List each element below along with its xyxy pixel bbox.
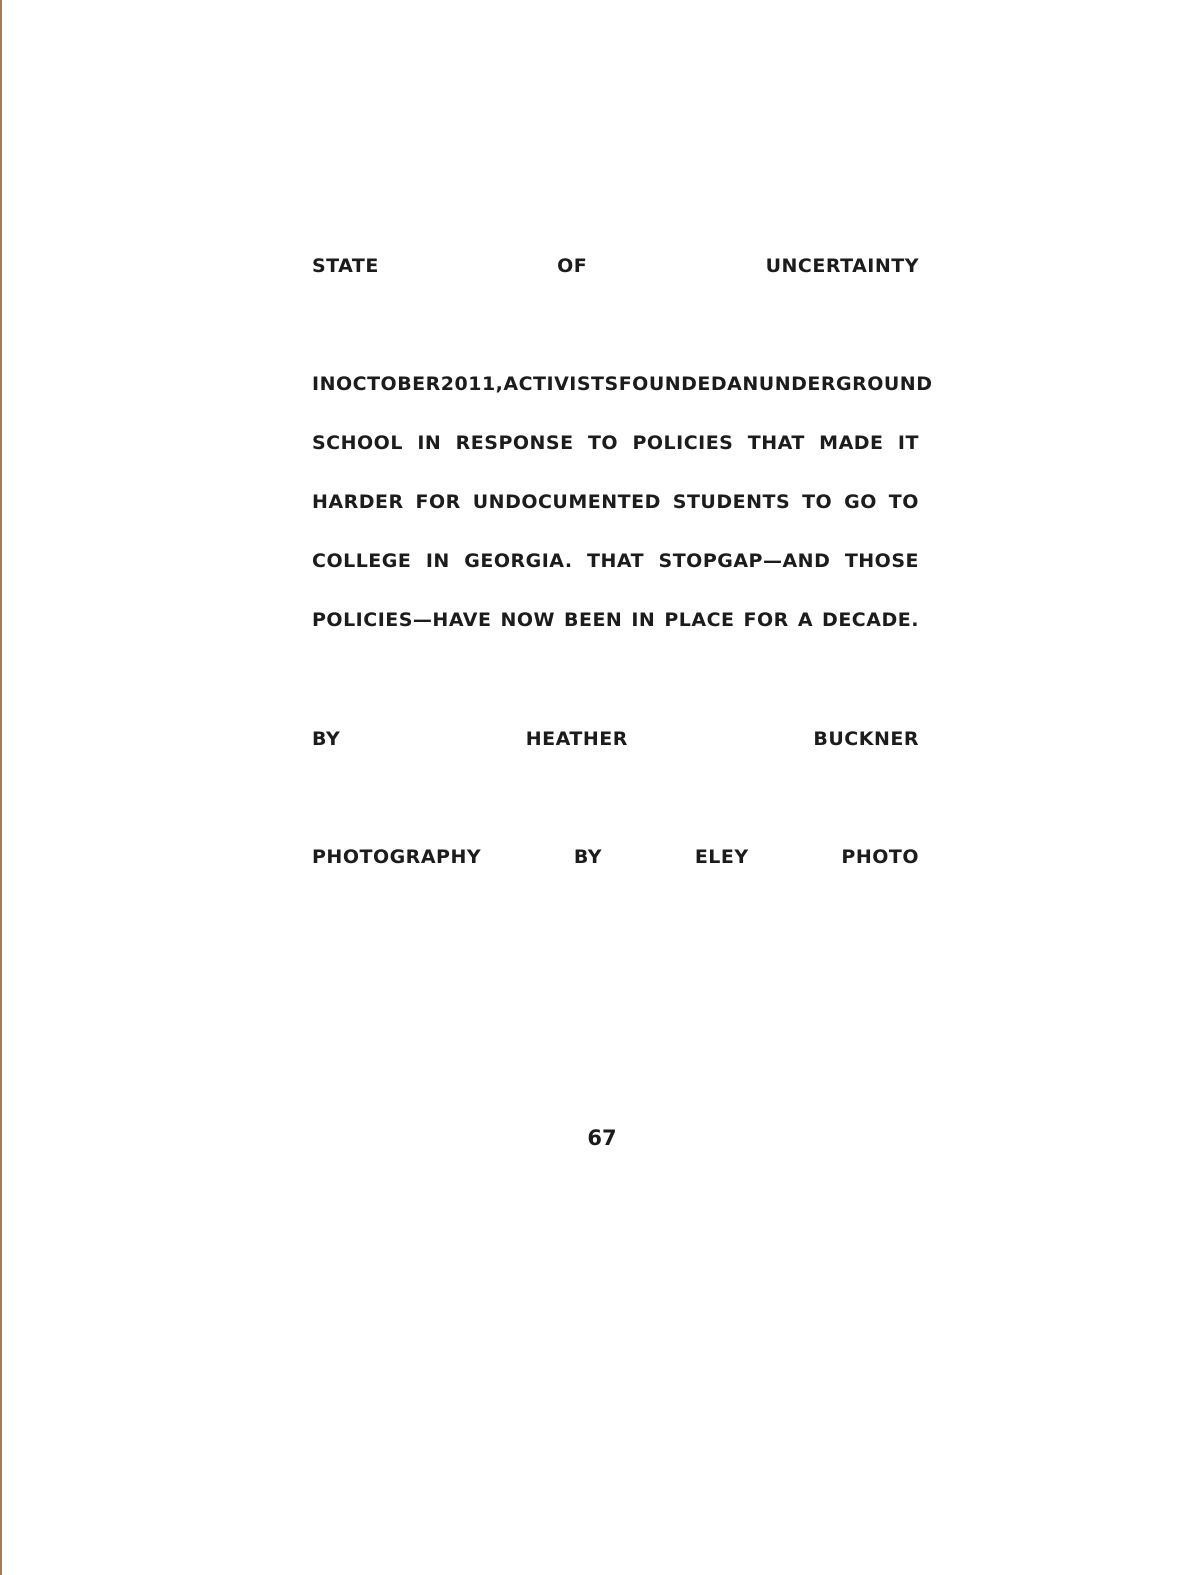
deck-line-3 [312, 491, 919, 513]
deck-word: DECADE. [822, 609, 919, 631]
deck-word: RESPONSE [455, 432, 574, 454]
deck-word: A [797, 609, 814, 631]
deck-word: 2011, [440, 373, 504, 395]
page-number: 67 [587, 1126, 617, 1150]
deck-word: IN [312, 373, 336, 395]
deck-word: TO [888, 491, 919, 513]
deck-word: FOUNDED [618, 373, 728, 395]
deck-word: IT [897, 432, 919, 454]
deck-word: AN [727, 373, 759, 395]
photo-credit-word: PHOTOGRAPHY [312, 846, 482, 868]
deck-word: TO [802, 491, 833, 513]
deck-word: THAT [747, 432, 805, 454]
deck-word: PLACE [664, 609, 735, 631]
deck-word: ACTIVISTS [503, 373, 619, 395]
deck-word: UNDOCUMENTED [472, 491, 661, 513]
photo-credit-word: PHOTO [841, 846, 919, 868]
article-title [312, 255, 919, 277]
deck-word: STUDENTS [672, 491, 791, 513]
deck-word: BEEN [563, 609, 623, 631]
deck-word: STOPGAP—AND [658, 550, 831, 572]
byline [312, 728, 919, 750]
deck-word: POLICIES—HAVE [312, 609, 492, 631]
deck-word: FOR [415, 491, 461, 513]
deck-word: SCHOOL [312, 432, 403, 454]
title-word: OF [557, 255, 588, 277]
deck-word: COLLEGE [312, 550, 412, 572]
deck-word: HARDER [312, 491, 404, 513]
deck-word: TO [587, 432, 619, 454]
deck-line-2 [312, 432, 919, 454]
deck-word: OCTOBER [335, 373, 441, 395]
photo-credit [312, 846, 919, 868]
deck-word: GO [844, 491, 877, 513]
deck-word: IN [631, 609, 656, 631]
deck-word: GEORGIA. [464, 550, 573, 572]
deck-word: IN [425, 550, 450, 572]
deck-word: NOW [500, 609, 555, 631]
deck-word: THOSE [844, 550, 919, 572]
title-word: STATE [312, 255, 379, 277]
byline-word: HEATHER [525, 728, 628, 750]
photo-credit-word: BY [573, 846, 603, 868]
deck-word: THAT [587, 550, 645, 572]
deck-line-1 [312, 373, 933, 395]
byline-word: BY [312, 728, 341, 750]
deck-line-5 [312, 609, 919, 631]
deck-word: POLICIES [632, 432, 734, 454]
deck-word: UNDERGROUND [758, 373, 933, 395]
deck-word: IN [417, 432, 442, 454]
photo-credit-word: ELEY [694, 846, 749, 868]
deck-line-4 [312, 550, 919, 572]
byline-word: BUCKNER [813, 728, 919, 750]
deck-word: FOR [743, 609, 789, 631]
deck-word: MADE [819, 432, 884, 454]
title-word: UNCERTAINTY [765, 255, 919, 277]
